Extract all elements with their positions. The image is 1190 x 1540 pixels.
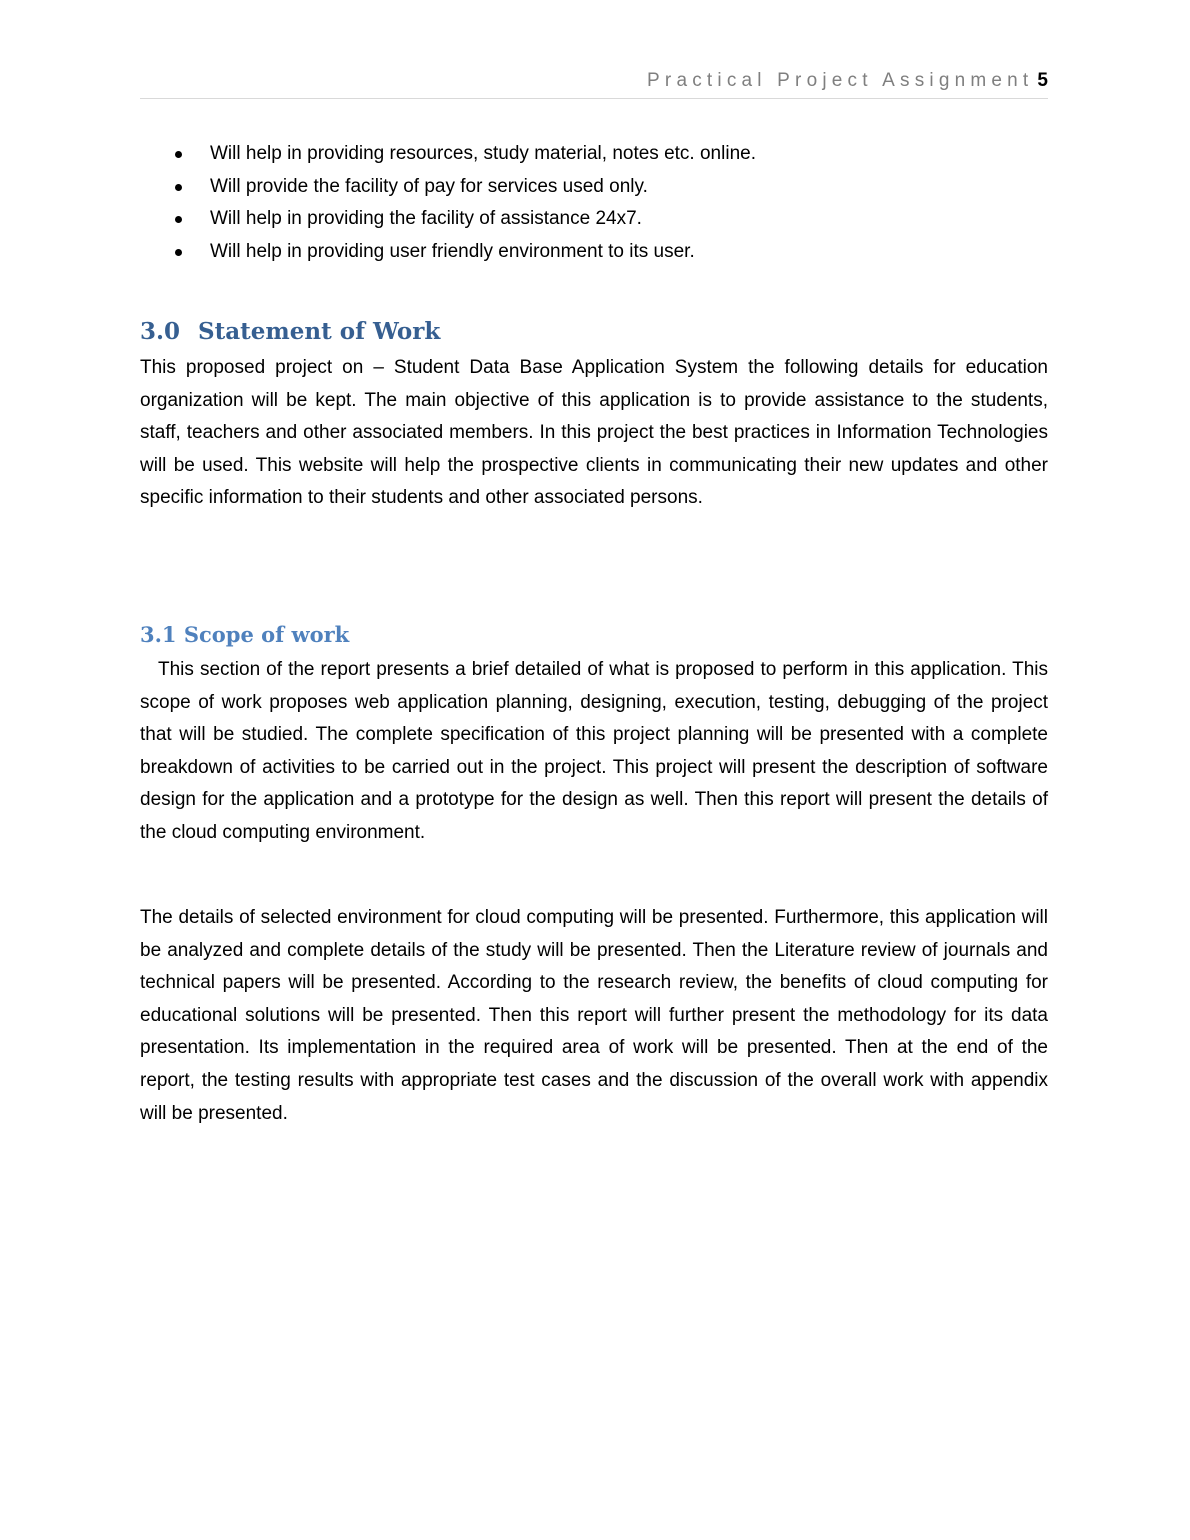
section-heading-statement-of-work	[140, 318, 440, 345]
page-number: 5	[1037, 70, 1048, 91]
header-divider	[140, 98, 1048, 99]
list-item: Will help in providing user friendly environment to its user.	[140, 236, 1048, 269]
statement-paragraph: This proposed project on – Student Data Base Application System the following details for education organization will be kept. The main objective of this application is to provide assistance to the students, staff, teachers and other associated members. In this project the best practices in Information Technologies will be used. This website will help the prospective clients in communicating their new updates and other specific information to their students and other associated persons.	[140, 357, 1048, 509]
section-heading-scope-of-work: 3.1 Scope of work	[140, 622, 350, 647]
page-header	[140, 70, 1048, 92]
section-number: 3.0	[140, 318, 181, 345]
list-item: Will help in providing the facility of assistance 24x7.	[140, 203, 1048, 236]
scope-paragraph-1: This section of the report presents a brief detailed of what is proposed to perform in this application. This scope of work proposes web application planning, designing, execution, testing, debugging of the project that will be studied. The complete specification of this project planning will be presented with a complete breakdown of activities to be carried out in the project. This project will present the description of software design for the application and a prototype for the design as well. Then this report will present the details of the cloud computing environment.	[140, 659, 1048, 843]
list-item: Will help in providing resources, study material, notes etc. online.	[140, 138, 1048, 171]
bullet-list	[140, 138, 1048, 268]
scope-paragraph-2: The details of selected environment for cloud computing will be presented. Furthermore, this application will be analyzed and complete details of the study will be presented. Then the Literature review of journals and technical papers will be presented. According to the research review, the benefits of cloud computing for educational solutions will be presented. Then this report will further present the methodology for its data presentation. Its implementation in the required area of work will be presented. Then at the end of the report, the testing results with appropriate test cases and the discussion of the overall work with appendix will be presented.	[140, 907, 1048, 1124]
header-title: Practical Project Assignment	[647, 70, 1034, 91]
list-item: Will provide the facility of pay for services used only.	[140, 171, 1048, 204]
section-title: Statement of Work	[198, 318, 441, 345]
